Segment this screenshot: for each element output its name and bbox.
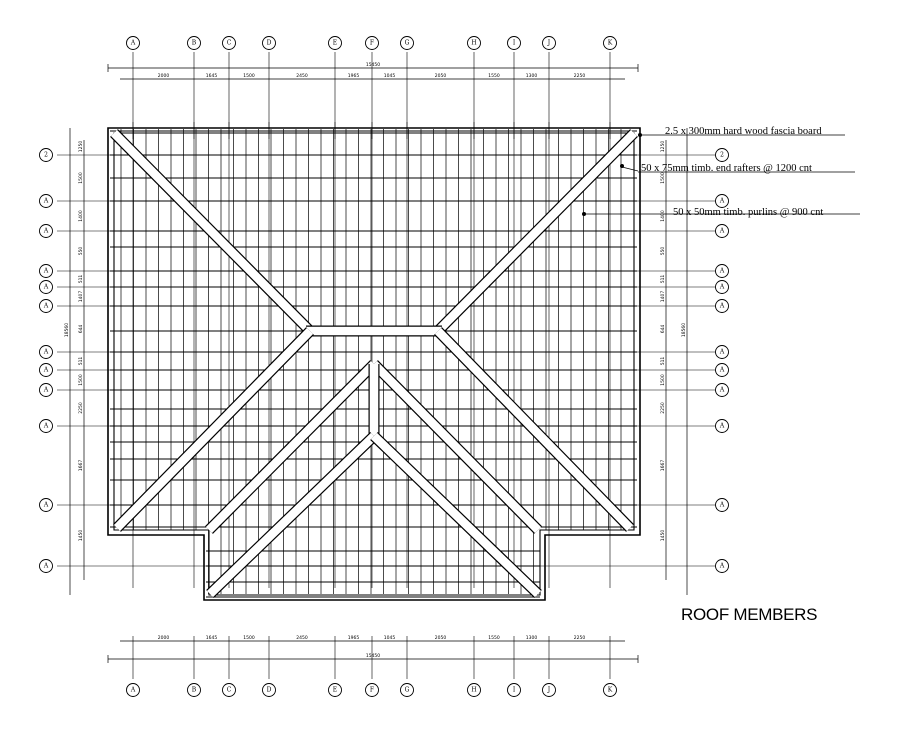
dimension-label: 1500 [79,172,84,184]
dimension-label: 1500 [661,172,666,184]
leader-dot-rafters [620,164,624,168]
grid-bubble-top-label: C [226,39,232,47]
dimension-label: 1045 [383,74,396,79]
leader-dot-fascia [638,133,642,137]
grid-bubble-left-label: A [43,302,49,310]
dimension-label: 1550 [488,74,500,79]
dimension-label: 2450 [296,636,308,641]
grid-bubble-right-label: A [719,386,725,394]
dimension-label: 1645 [205,74,218,79]
dimension-label: 644 [79,324,84,334]
drawing-title: ROOF MEMBERS [681,605,818,624]
grid-bubble-left-label: A [43,501,49,509]
leader-rafters [622,167,638,171]
dimension-label: 550 [661,246,666,256]
grid-bubble-top-label: B [191,39,197,47]
grid-bubble-top-label: J [547,39,551,47]
grid-bubble-top-label: I [512,39,516,47]
dimension-label: 1550 [488,636,500,641]
grid-bubble-right-label: A [719,283,725,291]
dimension-label: 1965 [347,74,360,79]
grid-bubble-bottom-label: D [266,686,272,694]
dimension-overall-label: 15450 [365,654,381,659]
grid-bubble-right-label: A [719,197,725,205]
grid-bubble-right-label: 2 [720,151,724,159]
dimension-label: 1450 [661,529,666,542]
dimension-label: 550 [79,246,84,256]
dimension-label: 1250 [79,140,84,153]
dimension-label: 2250 [79,402,84,414]
dimension-overall-label: 18560 [682,322,687,338]
note-fascia-board: 2.5 x 300mm hard wood fascia board [665,126,822,137]
dimension-label: 511 [79,274,84,284]
grid-bubble-left-label: A [43,283,49,291]
grid-bubble-right-label: A [719,562,725,570]
dimension-label: 2250 [573,636,586,641]
dimension-label: 2250 [573,74,586,79]
dimension-label: 1667 [79,459,84,472]
grid-bubble-top-label: G [404,39,410,47]
hip-rafter-lower-right-band [438,331,630,528]
note-purlins: 50 x 50mm timb. purlins @ 900 cnt [673,207,824,218]
dimension-label: 2050 [434,636,447,641]
dimension-label: 2000 [157,636,170,641]
dimension-label: 2000 [157,74,170,79]
dimension-overall-label: 15450 [365,63,381,68]
dimension-label: 1667 [661,459,666,472]
grid-bubble-top-label: E [332,39,338,47]
dimension-label: 1500 [79,374,84,386]
dimension-label: 1407 [661,290,666,303]
dimension-label: 1400 [79,210,84,222]
grid-bubble-top-label: F [369,39,375,47]
dimension-label: 2450 [296,74,308,79]
grid-bubble-left-label: A [43,227,49,235]
dimension-label: 1045 [383,636,396,641]
dimension-label: 1500 [243,636,255,641]
dimension-label: 1407 [79,290,84,303]
grid-bubble-bottom-label: F [369,686,375,694]
leader-dot-purlins [582,212,586,216]
grid-bubble-bottom-label: I [512,686,516,694]
dimension-label: 1250 [661,140,666,153]
dimension-label: 1500 [661,374,666,386]
grid-bubble-top-label: A [130,39,136,47]
grid-bubble-left-label: A [43,197,49,205]
grid-bubble-bottom-label: K [607,686,613,694]
grid-bubble-right-label: A [719,501,725,509]
grid-bubble-right-label: A [719,422,725,430]
hip-rafter-left-band [114,133,310,331]
dimension-label: 1965 [347,636,360,641]
dimension-label: 1300 [525,74,538,79]
hip-rafter-bay-right-band [374,436,538,594]
grid-bubble-left-label: A [43,562,49,570]
grid-bubble-left-label: 2 [44,151,48,159]
hip-rafter-bay-left-band [210,436,374,594]
grid-bubble-bottom-label: C [226,686,232,694]
dimension-label: 2050 [434,74,447,79]
grid-bubble-left-label: A [43,366,49,374]
grid-bubble-top-label: H [471,39,477,47]
grid-bubble-bottom-label: B [191,686,197,694]
dimension-lines [64,62,687,663]
dimension-label: 511 [661,356,666,366]
grid-bubble-right-label: A [719,302,725,310]
dimension-label: 1500 [243,74,255,79]
grid-bubble-bottom-label: E [332,686,338,694]
hip-rafters [114,133,634,594]
grid-bubble-right-label: A [719,267,725,275]
dimension-label: 1400 [661,210,666,222]
grid-bubble-left-label: A [43,348,49,356]
grid-bubble-bottom-label: A [130,686,136,694]
grid-bubble-right-label: A [719,227,725,235]
grid-bubble-top-label: D [266,39,272,47]
grid-bubble-left-label: A [43,267,49,275]
grid-bubble-left-label: A [43,386,49,394]
grid-bubble-bottom-label: G [404,686,410,694]
dimension-label: 1645 [205,636,218,641]
grid-bubble-left-label: A [43,422,49,430]
dimension-label: 644 [661,324,666,334]
dimension-label: 1450 [79,529,84,542]
dimension-label: 511 [661,274,666,284]
dimension-label: 511 [79,356,84,366]
grid-bubble-bottom-label: J [547,686,551,694]
grid-bubble-right-label: A [719,366,725,374]
hip-rafter-right-band [438,133,634,331]
note-end-rafters: 50 x 75mm timb. end rafters @ 1200 cnt [641,163,812,174]
dimension-overall-label: 18560 [65,322,70,338]
grid-bubble-right-label: A [719,348,725,356]
dimension-label: 2250 [661,402,666,414]
grid-bubble-bottom-label: H [471,686,477,694]
dimension-label: 1300 [525,636,538,641]
grid-bubble-top-label: K [607,39,613,47]
